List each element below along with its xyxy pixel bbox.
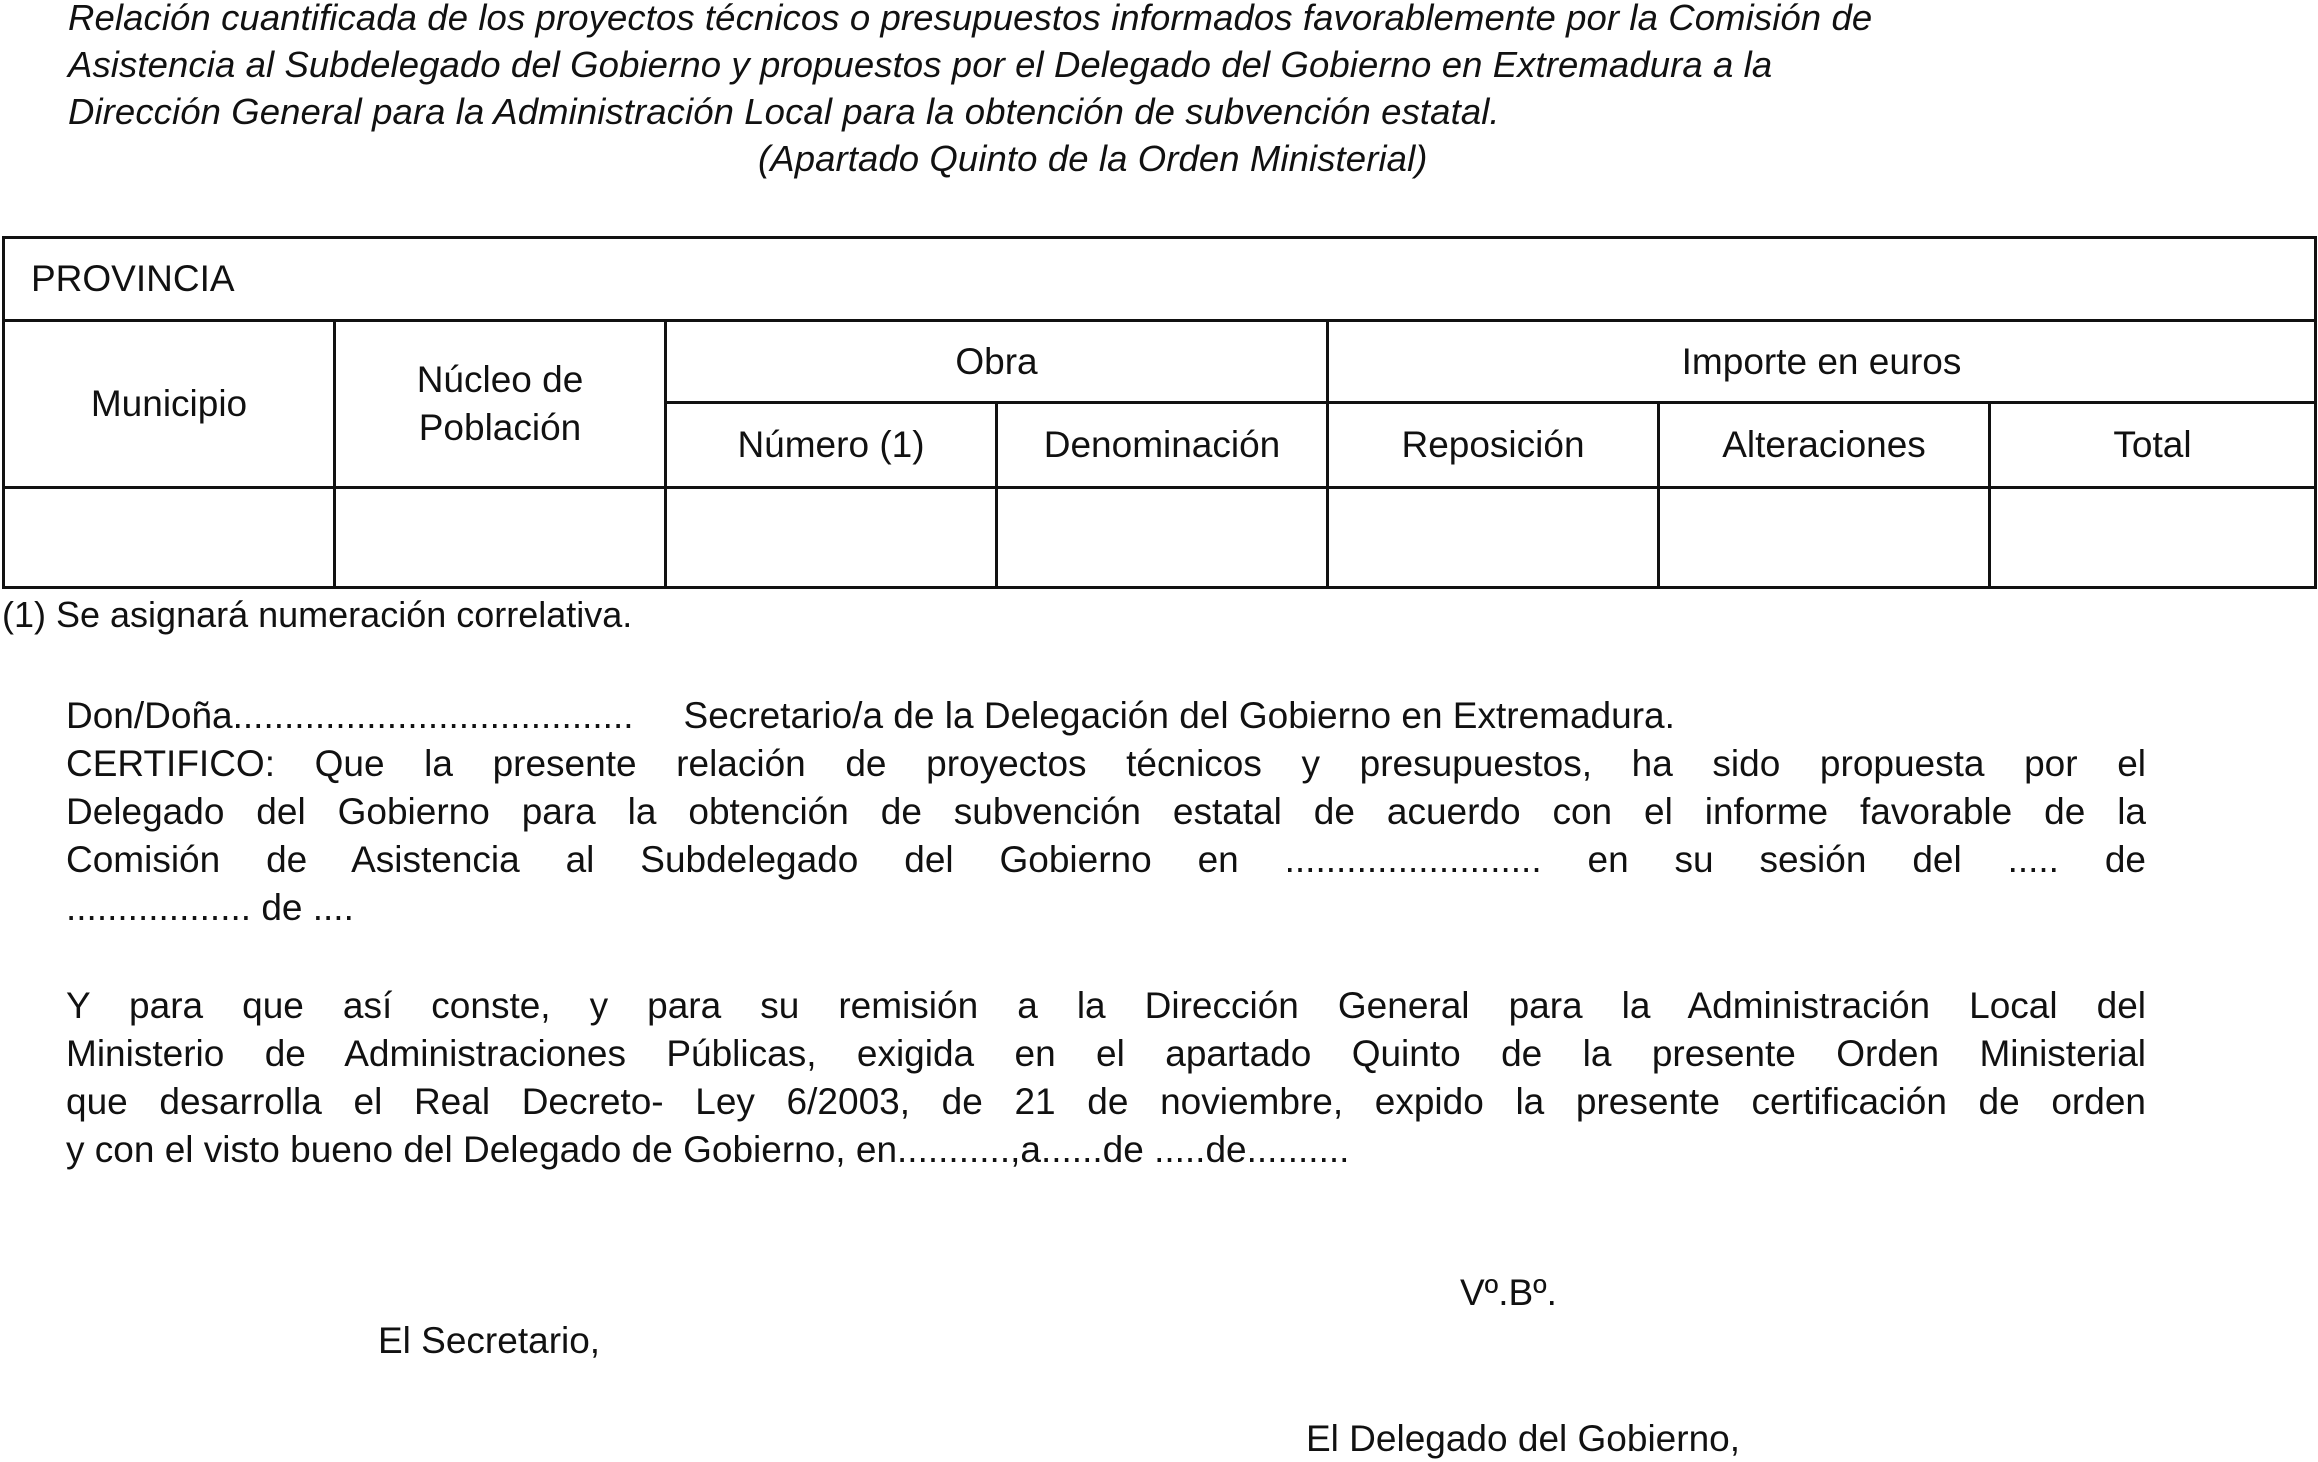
nucleo-header-line-1: Núcleo de xyxy=(416,359,584,400)
importe-header: Importe en euros xyxy=(1328,321,2316,403)
intro-line-3: Dirección General para la Administración Local para la obtención de subvención estatal. xyxy=(68,91,1500,132)
certificate-paragraph xyxy=(66,692,2146,932)
certificate-line-5: .................. de .... xyxy=(66,887,354,928)
alteraciones-cell[interactable] xyxy=(1659,488,1990,588)
intro-line-2: Asistencia al Subdelegado del Gobierno y propuestos por el Delegado del Gobierno en Extremadura a la xyxy=(68,44,1773,85)
certificate-line-2: CERTIFICO: Que la presente relación de proyectos técnicos y presupuestos, ha sido propuesta por el xyxy=(66,743,2146,784)
nucleo-header-line-2: Población xyxy=(418,407,582,448)
document-intro xyxy=(68,0,2308,182)
denominacion-header: Denominación xyxy=(997,403,1328,488)
closing-line-2: Ministerio de Administraciones Públicas, exigida en el apartado Quinto de la presente Orden Ministerial xyxy=(66,1033,2146,1074)
nucleo-header xyxy=(335,321,666,488)
intro-subtitle: (Apartado Quinto de la Orden Ministerial) xyxy=(758,138,1428,179)
obra-header: Obra xyxy=(666,321,1328,403)
nucleo-cell[interactable] xyxy=(335,488,666,588)
delegado-signature-label: El Delegado del Gobierno, xyxy=(1306,1418,1741,1459)
numero-cell[interactable] xyxy=(666,488,997,588)
secretario-signature-label: El Secretario, xyxy=(378,1320,601,1361)
projects-table xyxy=(2,236,2317,589)
reposicion-cell[interactable] xyxy=(1328,488,1659,588)
certificate-line-1 xyxy=(66,692,2146,740)
intro-line-1: Relación cuantificada de los proyectos técnicos o presupuestos informados favorablemente por la Comisión de xyxy=(68,0,1873,38)
numero-header: Número (1) xyxy=(666,403,997,488)
closing-line-4: y con el visto bueno del Delegado de Gobierno, en...........,a......de .....de.......... xyxy=(66,1129,1350,1170)
certificate-line-4: Comisión de Asistencia al Subdelegado del Gobierno en ......................... en su sesión del ..... de xyxy=(66,839,2146,880)
total-header: Total xyxy=(1990,403,2316,488)
reposicion-header: Reposición xyxy=(1328,403,1659,488)
closing-line-3: que desarrolla el Real Decreto- Ley 6/2003, de 21 de noviembre, expido la presente certificación de orden xyxy=(66,1081,2146,1122)
denominacion-cell[interactable] xyxy=(997,488,1328,588)
alteraciones-header: Alteraciones xyxy=(1659,403,1990,488)
municipio-header: Municipio xyxy=(4,321,335,488)
municipio-cell[interactable] xyxy=(4,488,335,588)
table-footnote: (1) Se asignará numeración correlativa. xyxy=(2,594,633,635)
total-cell[interactable] xyxy=(1990,488,2316,588)
closing-paragraph xyxy=(66,982,2146,1174)
table-row xyxy=(4,488,2316,588)
don-dona-field[interactable]: Don/Doña....................................... xyxy=(66,695,634,736)
closing-line-1: Y para que así conste, y para su remisión a la Dirección General para la Administración Local del xyxy=(66,985,2146,1026)
certificate-line-3: Delegado del Gobierno para la obtención de subvención estatal de acuerdo con el informe favorable de la xyxy=(66,791,2146,832)
secretario-title: Secretario/a de la Delegación del Gobierno en Extremadura. xyxy=(683,695,1675,736)
visto-bueno-label: Vº.Bº. xyxy=(1460,1272,1557,1313)
provincia-label: PROVINCIA xyxy=(31,258,235,299)
provincia-cell[interactable] xyxy=(4,238,2316,321)
